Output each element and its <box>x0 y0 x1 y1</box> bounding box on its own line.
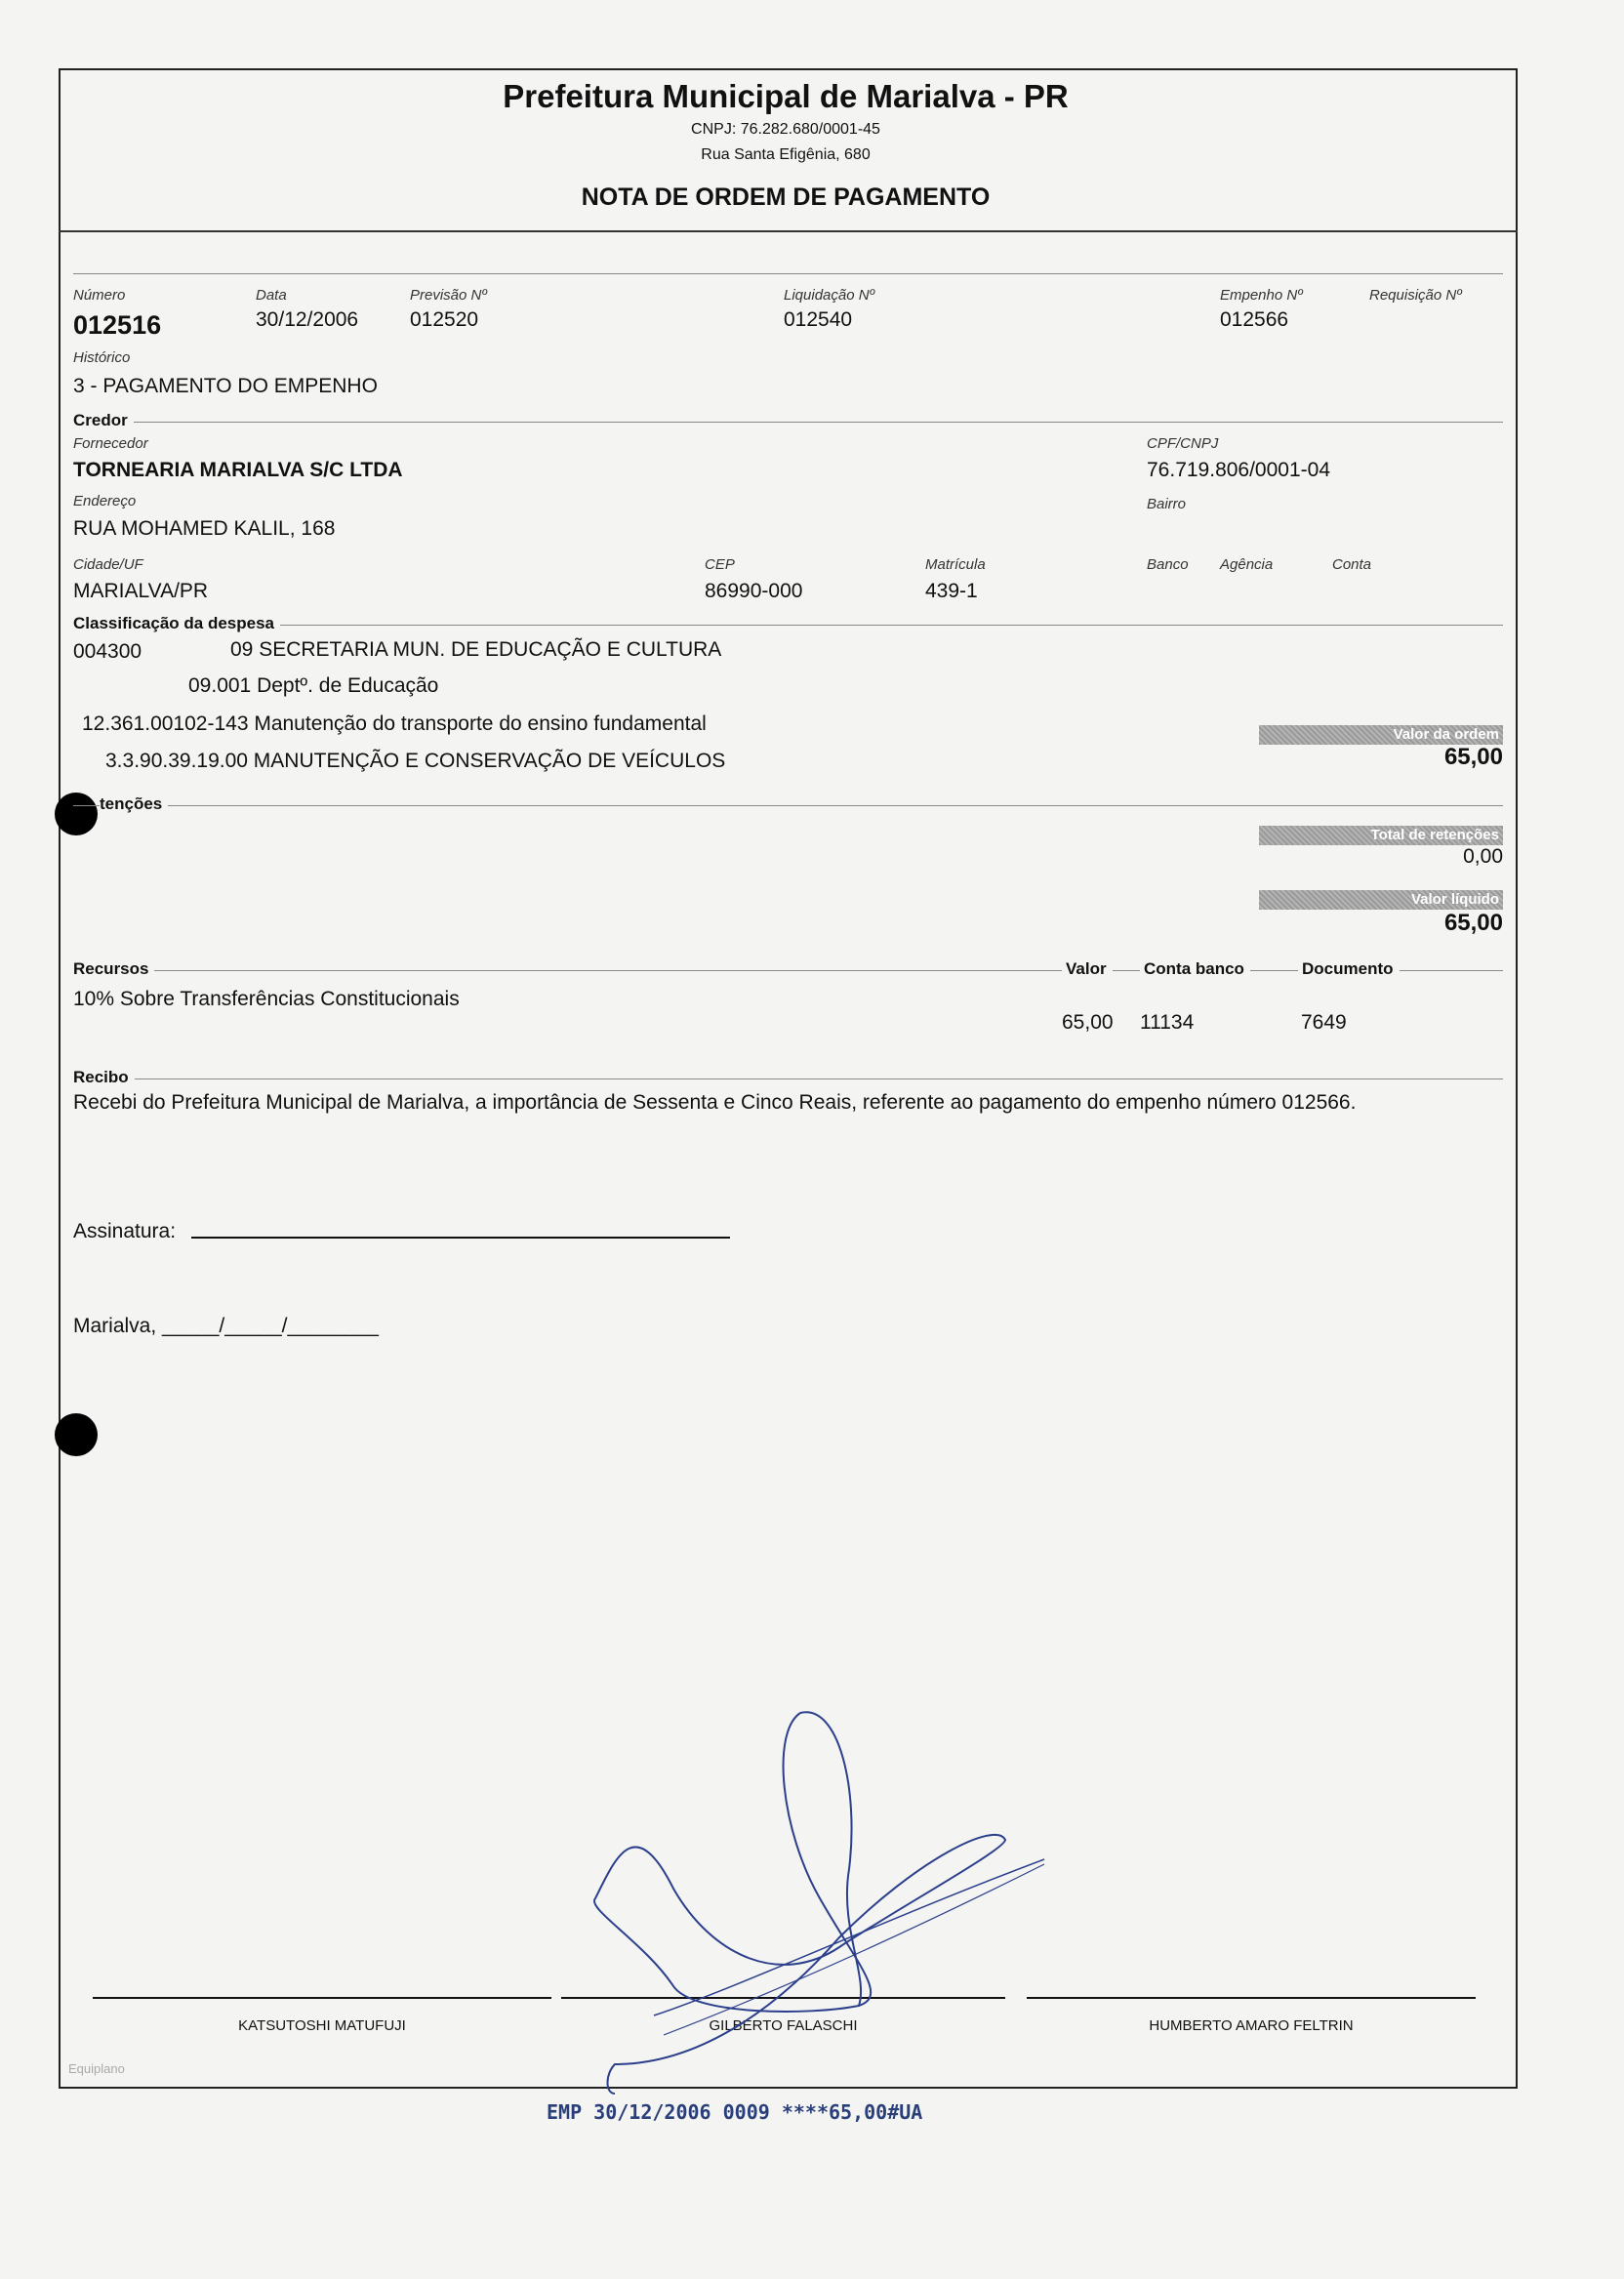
cpf-label: CPF/CNPJ <box>1147 435 1219 452</box>
valor-liquido-label: Valor líquido <box>1259 890 1503 910</box>
bairro-label: Bairro <box>1147 496 1187 512</box>
retencoes-divider <box>73 805 1503 806</box>
previsao-label: Previsão Nº <box>410 287 487 304</box>
data-value: 30/12/2006 <box>256 308 359 331</box>
endereco-label: Endereço <box>73 493 137 509</box>
cnpj-line: CNPJ: 76.282.680/0001-45 <box>691 121 880 138</box>
recursos-divider <box>73 970 1503 971</box>
address-line: Rua Santa Efigênia, 680 <box>701 146 871 163</box>
assinatura-label: Assinatura: <box>73 1220 177 1242</box>
payment-stamp: EMP 30/12/2006 0009 ****65,00#UA <box>547 2100 923 2124</box>
liquidacao-value: 012540 <box>784 308 853 331</box>
banco-label: Banco <box>1147 556 1189 573</box>
liquidacao-label: Liquidação Nº <box>784 287 875 304</box>
recursos-conta-header: Conta banco <box>1140 959 1250 979</box>
funcional-value: 12.361.00102-143 Manutenção do transporte do ensino fundamental <box>82 712 707 735</box>
punch-hole <box>55 1413 98 1456</box>
valor-ordem-label: Valor da ordem <box>1259 725 1503 745</box>
cidade-label: Cidade/UF <box>73 556 143 573</box>
signature-line-1 <box>93 1997 551 1999</box>
fornecedor-label: Fornecedor <box>73 435 148 452</box>
empenho-label: Empenho Nº <box>1220 287 1303 304</box>
signature-line-3 <box>1027 1997 1476 1999</box>
historico-value: 3 - PAGAMENTO DO EMPENHO <box>73 375 378 397</box>
data-label: Data <box>256 287 287 304</box>
requisicao-label: Requisição Nº <box>1369 287 1462 304</box>
local-data-field: Marialva, _____/_____/________ <box>73 1315 379 1337</box>
numero-value: 012516 <box>73 310 162 340</box>
agencia-label: Agência <box>1220 556 1274 573</box>
fornecedor-value: TORNEARIA MARIALVA S/C LTDA <box>73 459 403 481</box>
punch-hole <box>55 793 98 835</box>
recursos-conta: 11134 <box>1140 1011 1195 1034</box>
signatory-3: HUMBERTO AMARO FELTRIN <box>1149 2017 1354 2034</box>
valor-ordem-value: 65,00 <box>1443 744 1503 770</box>
secretaria-value: 09 SECRETARIA MUN. DE EDUCAÇÃO E CULTURA <box>230 638 722 661</box>
recursos-valor: 65,00 <box>1062 1011 1114 1034</box>
recibo-texto: Recebi do Prefeitura Municipal de Marialva, a importância de Sessenta e Cinco Reais, referente ao pagamento do empenho número 012566. <box>73 1091 1357 1114</box>
recursos-descricao: 10% Sobre Transferências Constitucionais <box>73 988 460 1010</box>
assinatura-line <box>191 1237 730 1239</box>
classificacao-section-title: Classificação da despesa <box>73 614 280 633</box>
ident-divider <box>73 273 1503 274</box>
page-title: Prefeitura Municipal de Marialva - PR <box>503 78 1069 114</box>
header-divider <box>59 230 1518 232</box>
natureza-value: 3.3.90.39.19.00 MANUTENÇÃO E CONSERVAÇÃO DE VEÍCULOS <box>105 750 726 772</box>
matricula-value: 439-1 <box>925 580 978 602</box>
classificacao-divider <box>73 625 1503 626</box>
classificacao-code: 004300 <box>73 640 142 663</box>
numero-label: Número <box>73 287 126 304</box>
recursos-documento-header: Documento <box>1298 959 1400 979</box>
credor-section-title: Credor <box>73 411 134 430</box>
total-retencoes-label: Total de retenções <box>1259 826 1503 845</box>
valor-liquido-value: 65,00 <box>1443 910 1503 936</box>
cpf-value: 76.719.806/0001-04 <box>1147 459 1331 481</box>
cidade-value: MARIALVA/PR <box>73 580 209 602</box>
departamento-value: 09.001 Deptº. de Educação <box>188 674 439 697</box>
cep-value: 86990-000 <box>705 580 803 602</box>
recursos-documento: 7649 <box>1301 1011 1347 1034</box>
signatory-2: GILBERTO FALASCHI <box>709 2017 858 2034</box>
historico-label: Histórico <box>73 349 131 366</box>
empenho-value: 012566 <box>1220 308 1289 331</box>
matricula-label: Matrícula <box>925 556 986 573</box>
conta-label: Conta <box>1332 556 1372 573</box>
recursos-section-title: Recursos <box>73 959 154 979</box>
retencoes-section-title: tenções <box>100 794 168 814</box>
credor-divider <box>73 422 1503 423</box>
corner-brand: Equiplano <box>68 2061 125 2076</box>
document-title: NOTA DE ORDEM DE PAGAMENTO <box>581 183 991 211</box>
handwritten-signature <box>547 1693 1074 2113</box>
signatory-1: KATSUTOSHI MATUFUJI <box>238 2017 406 2034</box>
previsao-value: 012520 <box>410 308 479 331</box>
total-retencoes-value: 0,00 <box>1463 845 1503 868</box>
recursos-valor-header: Valor <box>1062 959 1113 979</box>
recibo-divider <box>73 1078 1503 1079</box>
cep-label: CEP <box>705 556 735 573</box>
recibo-section-title: Recibo <box>73 1068 135 1087</box>
endereco-value: RUA MOHAMED KALIL, 168 <box>73 517 336 540</box>
